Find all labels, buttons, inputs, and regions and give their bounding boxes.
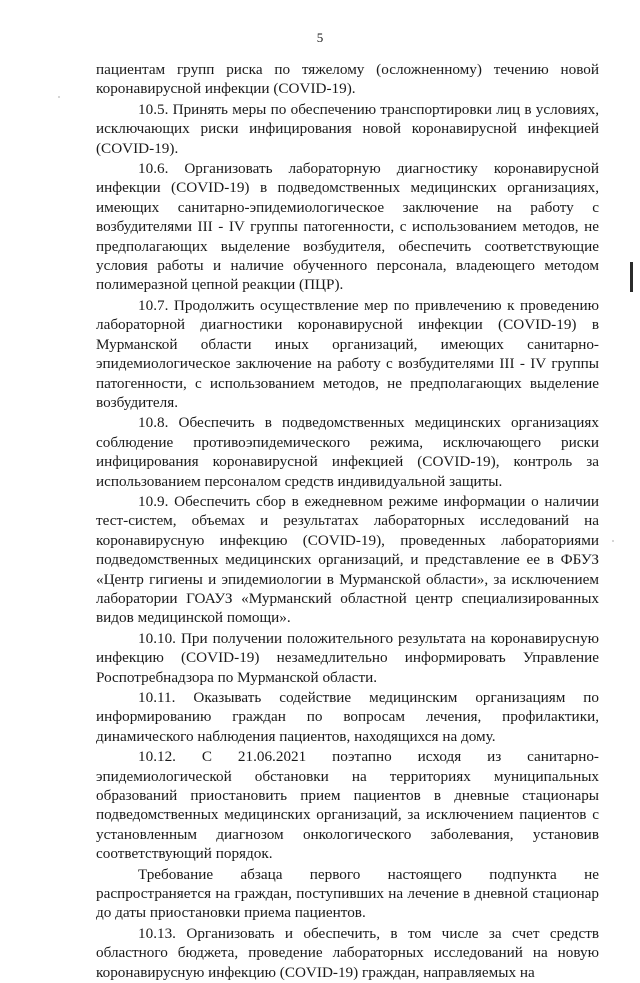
scan-edge-mark — [630, 262, 633, 292]
scan-speck — [612, 540, 614, 542]
paragraph-10-6: 10.6. Организовать лабораторную диагностику коронавирусной инфекции (COVID-19) в подведомственных медицинских организациях, имеющих санитарно-эпидемиологическое заключение на работу с возбудителями III - IV группы патогенности, с использованием методов, не предполагающих выделение возбудителя, обеспечить соответствующие условия работы и наличие обученного персонала, владеющего методом полимеразной цепной реакции (ПЦР). — [96, 160, 599, 294]
paragraph-10-12: 10.12. С 21.06.2021 поэтапно исходя из санитарно-эпидемиологической обстановки на территориях муниципальных образований приостановить прием пациентов в дневные стационары подведомственных медицинских организаций, за исключением пациентов с установленным диагнозом онкологического заболевания, установив соответствующий порядок. — [96, 748, 599, 863]
paragraph-10-5: 10.5. Принять меры по обеспечению транспортировки лиц в условиях, исключающих риски инфицирования новой коронавирусной инфекцией (COVID-19). — [96, 100, 599, 157]
paragraph-10-10: 10.10. При получении положительного результата на коронавирусную инфекцию (COVID-19) незамедлительно информировать Управление Роспотребнадзора по Мурманской области. — [96, 629, 599, 686]
paragraph-10-11: 10.11. Оказывать содействие медицинским организациям по информированию граждан по вопросам лечения, профилактики, динамического наблюдения пациентов, находящихся на дому. — [96, 689, 599, 745]
document-body — [96, 60, 599, 983]
paragraph-10-7: 10.7. Продолжить осуществление мер по привлечению к проведению лабораторной диагностики коронавирусной инфекции (COVID-19) в Мурманской области иных организаций, имеющих санитарно-эпидемиологическое заключение на работу с возбудителями III - IV группы патогенности, с использованием методов, не предполагающих выделение возбудителя. — [96, 296, 599, 411]
paragraph-continuation: пациентам групп риска по тяжелому (осложненному) течению новой коронавирусной инфекции (COVID-19). — [96, 61, 599, 98]
paragraph-10-12-note: Требование абзаца первого настоящего подпункта не распространяется на граждан, поступивших на лечение в дневной стационар до даты приостановки приема пациентов. — [96, 865, 599, 922]
page-number: 5 — [316, 30, 324, 45]
scan-speck — [58, 96, 60, 98]
paragraph-10-9: 10.9. Обеспечить сбор в ежедневном режиме информации о наличии тест-систем, объемах и результатах лабораторных исследований на коронавирусную инфекцию (COVID-19), проведенных лабораториями подведомственных медицинских организаций, и представление ее в ФБУЗ «Центр гигиены и эпидемиологии в Мурманской области», за исключением лаборатории ГОАУЗ «Мурманский областной центр специализированных видов медицинской помощи». — [96, 492, 599, 627]
paragraph-10-8: 10.8. Обеспечить в подведомственных медицинских организациях соблюдение противоэпидемического режима, исключающего риски инфицирования коронавирусной инфекцией (COVID-19), контроль за использованием персоналом средств индивидуальной защиты. — [96, 414, 599, 490]
paragraph-10-13: 10.13. Организовать и обеспечить, в том числе за счет средств областного бюджета, проведение лабораторных исследований на новую коронавирусную инфекцию (COVID-19) граждан, направляемых на — [96, 924, 599, 981]
